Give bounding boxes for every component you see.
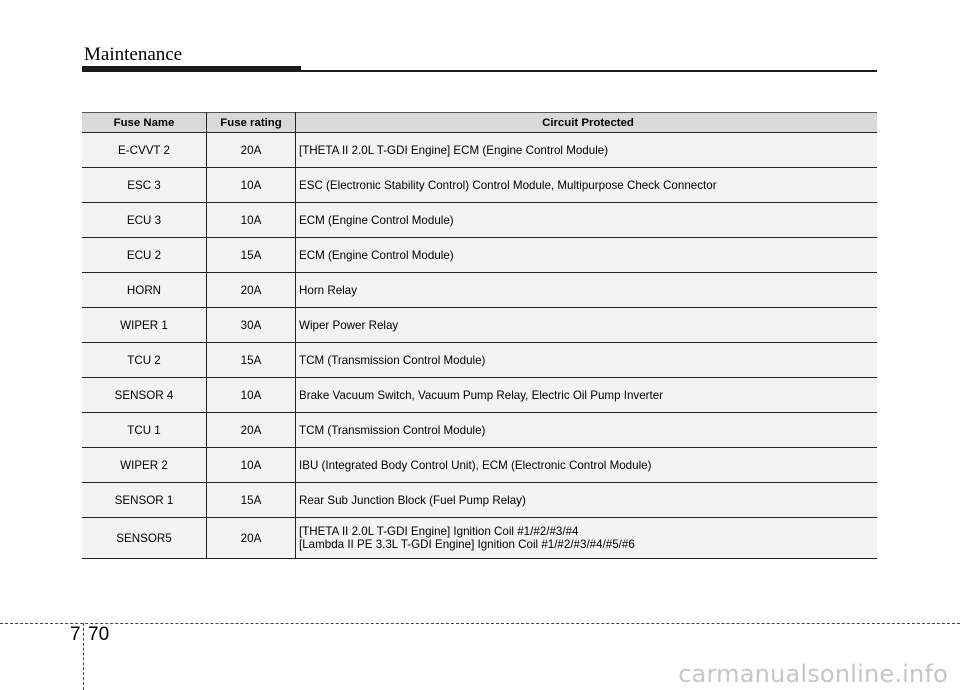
circuit-cell: ECM (Engine Control Module) [296, 203, 878, 238]
circuit-cell: Wiper Power Relay [296, 308, 878, 343]
fuse-rating-cell: 15A [207, 238, 296, 273]
circuit-cell: ECM (Engine Control Module) [296, 238, 878, 273]
header-circuit-protected: Circuit Protected [296, 113, 878, 133]
circuit-cell: ESC (Electronic Stability Control) Control Module, Multipurpose Check Connector [296, 168, 878, 203]
fuse-rating-cell: 20A [207, 413, 296, 448]
fuse-name-cell: TCU 1 [82, 413, 207, 448]
fuse-name-cell: SENSOR 1 [82, 483, 207, 518]
table-row [82, 518, 877, 559]
fuse-name-cell: E-CVVT 2 [82, 133, 207, 168]
fuse-rating-cell: 20A [207, 518, 296, 559]
footer-divider-horizontal [0, 623, 960, 624]
table-row [82, 273, 877, 308]
fuse-rating-cell: 10A [207, 448, 296, 483]
fuse-name-cell: ESC 3 [82, 168, 207, 203]
section-title: Maintenance [84, 44, 183, 65]
fuse-name-cell: WIPER 1 [82, 308, 207, 343]
circuit-cell [296, 518, 878, 559]
table-row [82, 378, 877, 413]
header-fuse-name: Fuse Name [82, 113, 207, 133]
fuse-rating-cell: 15A [207, 483, 296, 518]
chapter-number: 7 [70, 624, 81, 645]
circuit-cell: TCM (Transmission Control Module) [296, 343, 878, 378]
fuse-name-cell: TCU 2 [82, 343, 207, 378]
table-row [82, 238, 877, 273]
fuse-rating-cell: 10A [207, 203, 296, 238]
table-row [82, 133, 877, 168]
title-underline-thin [301, 70, 877, 72]
table-row [82, 413, 877, 448]
fuse-name-cell: ECU 3 [82, 203, 207, 238]
page-number: 70 [88, 624, 110, 645]
fuse-name-cell: WIPER 2 [82, 448, 207, 483]
circuit-cell: [THETA II 2.0L T-GDI Engine] ECM (Engine Control Module) [296, 133, 878, 168]
table-row [82, 168, 877, 203]
table-header-row [82, 113, 877, 133]
circuit-cell: Horn Relay [296, 273, 878, 308]
circuit-line: [Lambda II PE 3.3L T-GDI Engine] Ignition Coil #1/#2/#3/#4/#5/#6 [299, 538, 635, 551]
fuse-rating-cell: 10A [207, 168, 296, 203]
title-underline-thick [82, 66, 301, 72]
table-row [82, 308, 877, 343]
fuse-name-cell: SENSOR5 [82, 518, 207, 559]
table-row [82, 448, 877, 483]
table-row [82, 203, 877, 238]
watermark: carmanualsonline.info [678, 660, 948, 688]
fuse-name-cell: HORN [82, 273, 207, 308]
header-fuse-rating: Fuse rating [207, 113, 296, 133]
fuse-table [82, 112, 877, 559]
circuit-cell: IBU (Integrated Body Control Unit), ECM (Electronic Control Module) [296, 448, 878, 483]
fuse-rating-cell: 30A [207, 308, 296, 343]
fuse-name-cell: ECU 2 [82, 238, 207, 273]
table-row [82, 483, 877, 518]
circuit-cell: Rear Sub Junction Block (Fuel Pump Relay) [296, 483, 878, 518]
fuse-rating-cell: 10A [207, 378, 296, 413]
circuit-cell: TCM (Transmission Control Module) [296, 413, 878, 448]
fuse-rating-cell: 20A [207, 273, 296, 308]
fuse-name-cell: SENSOR 4 [82, 378, 207, 413]
table-row [82, 343, 877, 378]
fuse-rating-cell: 15A [207, 343, 296, 378]
fuse-rating-cell: 20A [207, 133, 296, 168]
footer-divider-vertical [83, 623, 84, 690]
circuit-cell: Brake Vacuum Switch, Vacuum Pump Relay, Electric Oil Pump Inverter [296, 378, 878, 413]
circuit-line: [THETA II 2.0L T-GDI Engine] Ignition Coil #1/#2/#3/#4 [299, 525, 579, 538]
